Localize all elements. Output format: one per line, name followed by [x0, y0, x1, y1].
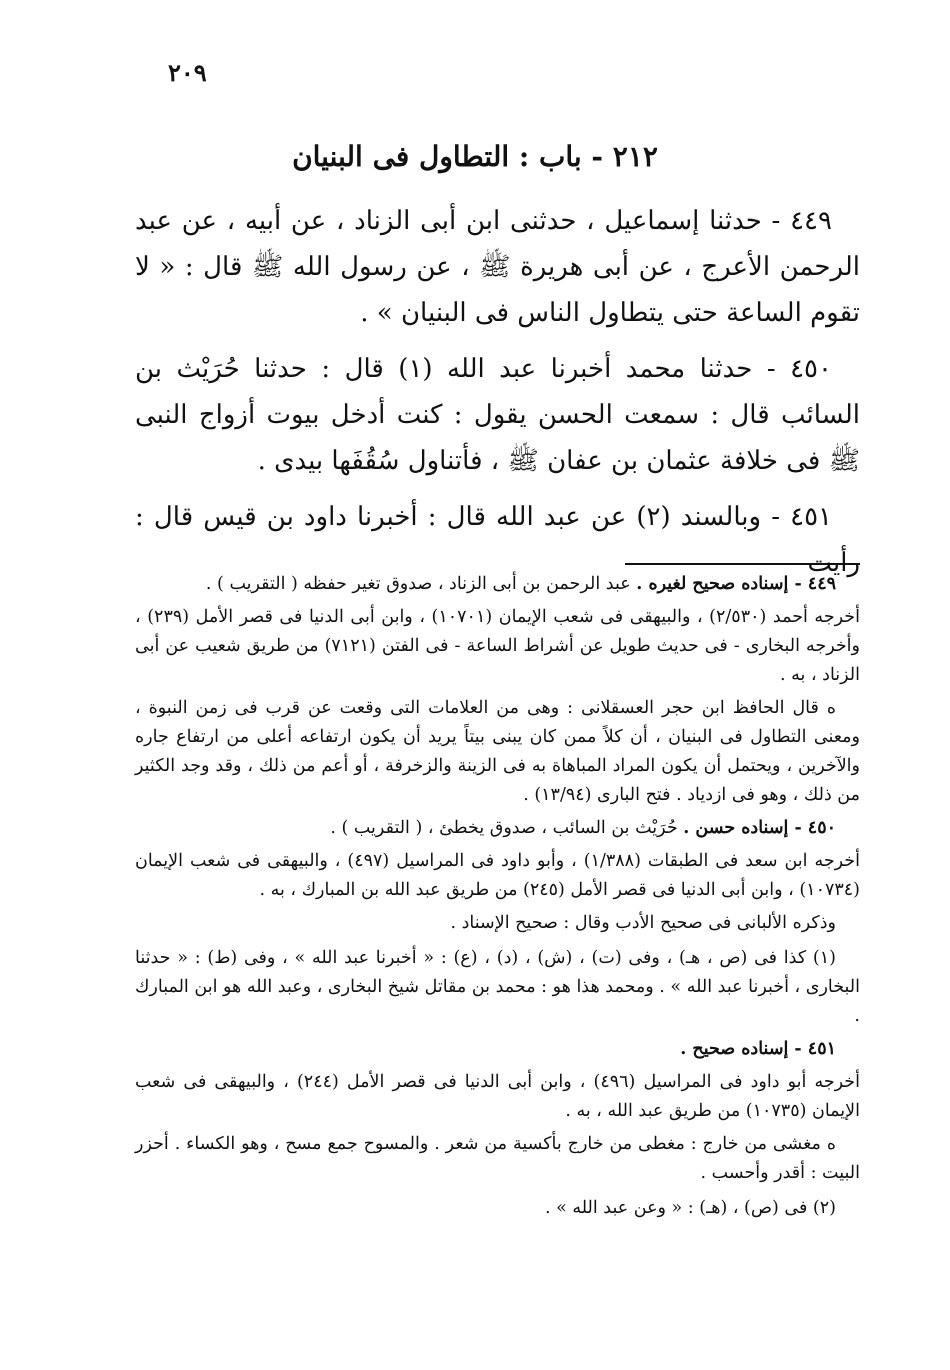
- note-451-grading: ٤٥١ - إسناده صحيح .: [680, 1039, 836, 1059]
- note-451-explanation: ه مغشى من خارج : مغطى من خارج بأكسية من شعر . والمسوح جمع مسح ، وهو الكساء . أحزر البيت : أقدر وأحسب .: [135, 1134, 860, 1183]
- note-450-grading: ٤٥٠ - إسناده حسن .: [683, 818, 836, 838]
- footnote-2: (٢) فى (ص) ، (هـ) : « وعن عبد الله » .: [544, 1198, 836, 1218]
- hadith-450: ٤٥٠ - حدثنا محمد أخبرنا عبد الله (١) قال : حدثنا حُرَيْث بن السائب قال : سمعت الحسن يقول : كنت أدخل بيوت أزواج النبى ﷺ فى خلافة عثمان بن عفان ﷺ ، فأتناول سُقُفَها بيدى .: [135, 354, 860, 476]
- note-449-narrator: عبد الرحمن بن أبى الزناد ، صدوق تغير حفظه ( التقريب ) .: [205, 574, 631, 594]
- main-text: [135, 198, 860, 596]
- hadith-449: ٤٤٩ - حدثنا إسماعيل ، حدثنى ابن أبى الزناد ، عن أبيه ، عن عبد الرحمن الأعرج ، عن أبى هريرة ﷺ ، عن رسول الله ﷺ قال : « لا تقوم الساعة حتى يتطاول الناس فى البنيان » .: [135, 206, 860, 328]
- chapter-title: ٢١٢ - باب : التطاول فى البنيان: [292, 140, 658, 173]
- note-450-narrator: حُرَيْث بن السائب ، صدوق يخطئ ، ( التقريب ) .: [330, 818, 678, 838]
- note-449-grading: ٤٤٩ - إسناده صحيح لغيره .: [636, 574, 836, 594]
- note-449-explanation: ه قال الحافظ ابن حجر العسقلانى : وهى من العلامات التى وقعت عن قرب فى زمن النبوة ، ومعنى التطاول فى البنيان ، أن كلاً ممن كان يبنى بيتاً يريد أن يكون ارتفاعه أعلى من ارتفاع جاره والآخرين ، ويحتمل أن يكون المراد المباهاة به فى الزينة والزخرفة ، أو أعم من ذلك ، وقد وجد الكثير من ذلك ، وهو فى ازدياد . فتح البارى (١٣/٩٤) .: [135, 698, 860, 805]
- note-449-head: [135, 570, 860, 599]
- note-450-albani: وذكره الألبانى فى صحيح الأدب وقال : صحيح الإسناد .: [450, 913, 836, 933]
- footnote-separator: [625, 563, 860, 565]
- note-451-sources: أخرجه أبو داود فى المراسيل (٤٩٦) ، وابن أبى الدنيا فى قصر الأمل (٢٤٤) ، والبيهقى فى شعب الإيمان (١٠٧٣٥) من طريق عبد الله ، به .: [135, 1072, 860, 1121]
- note-450-head: [135, 814, 860, 843]
- note-449-sources: أخرجه أحمد (٢/٥٣٠) ، والبيهقى فى شعب الإيمان (١٠٧٠١) ، وابن أبى الدنيا فى قصر الأمل (٢٣٩) ، وأخرجه البخارى - فى حديث طويل عن أشراط الساعة - فى الفتن (٧١٢١) من طريق شعيب عن أبى الزناد ، به .: [135, 607, 860, 685]
- page-number: ٢٠٩: [168, 58, 207, 87]
- commentary-notes: [135, 570, 860, 1227]
- hadith-451: ٤٥١ - وبالسند (٢) عن عبد الله قال : أخبرنا داود بن قيس قال : رأيت: [135, 502, 860, 578]
- note-450-sources: أخرجه ابن سعد فى الطبقات (١/٣٨٨) ، وأبو داود فى المراسيل (٤٩٧) ، والبيهقى فى شعب الإيمان (١٠٧٣٤) ، وابن أبى الدنيا فى قصر الأمل (٢٤٥) من طريق عبد الله بن المبارك ، به .: [135, 851, 860, 900]
- footnote-1: (١) كذا فى (ص ، هـ) ، وفى (ت) ، (ش) ، (د) ، (ع) : « أخبرنا عبد الله » ، وفى (ط) : « حدثنا البخارى ، أخبرنا عبد الله » . ومحمد هذا هو : محمد بن مقاتل شيخ البخارى ، وعبد الله هو ابن المبارك .: [135, 948, 860, 1026]
